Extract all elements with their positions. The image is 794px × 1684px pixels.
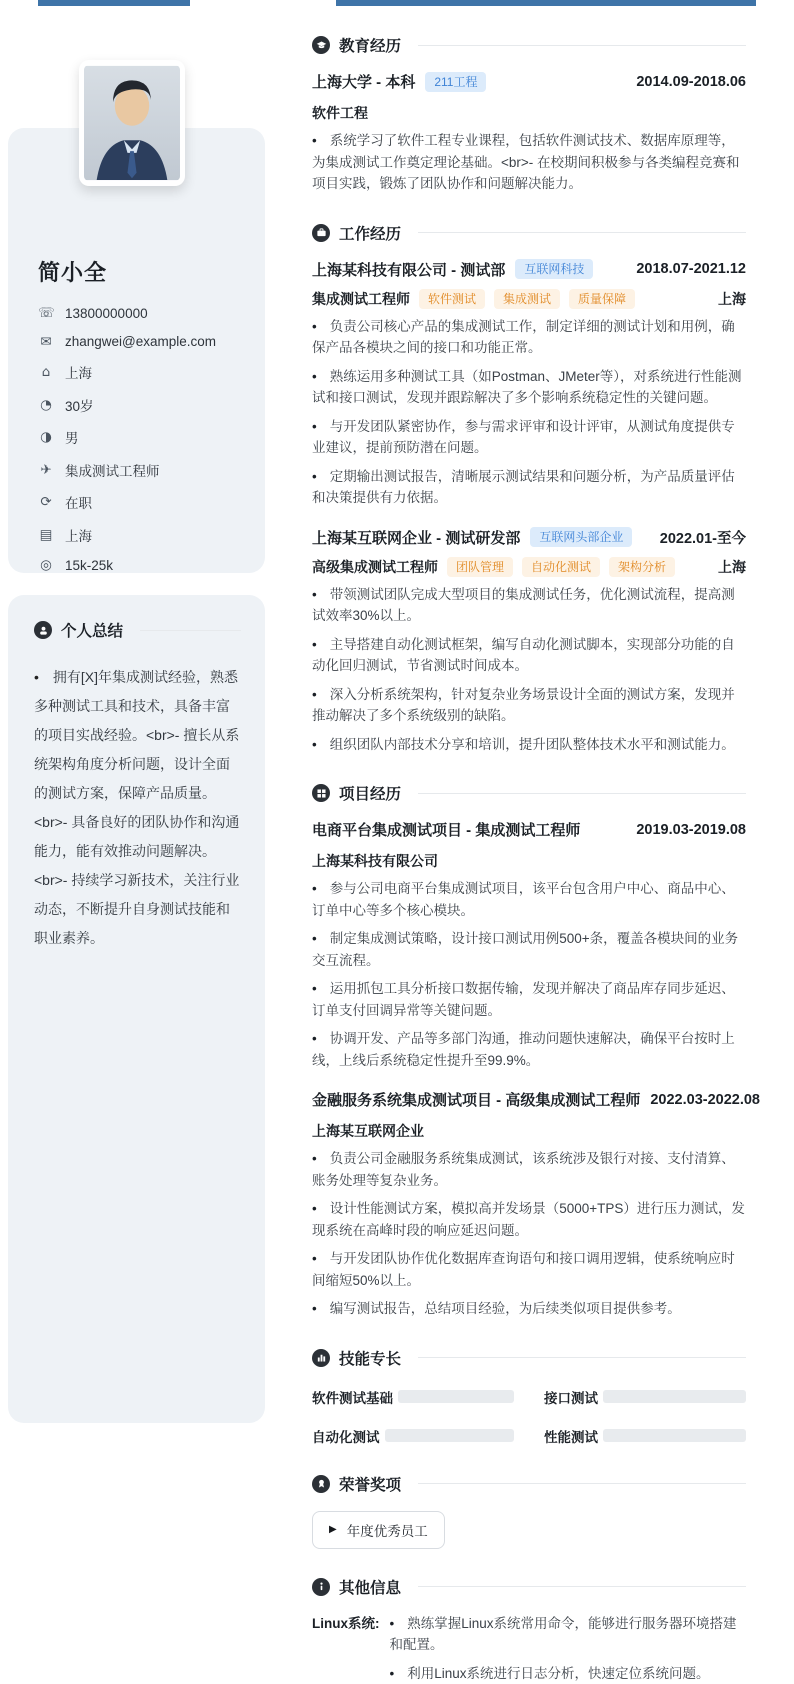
status-icon: ⟳ (38, 494, 54, 510)
work-bullets (312, 584, 746, 756)
mail-icon: ✉ (38, 334, 54, 350)
work-bullet: • 与开发团队紧密协作，参与需求评审和设计评审，从测试角度提供专业建议，提前预防潜在问题。 (312, 416, 746, 459)
skill-label: 自动化测试 (312, 1426, 380, 1446)
section-divider (418, 45, 746, 46)
skill-item (544, 1426, 746, 1446)
role-tag: 质量保障 (569, 289, 635, 309)
contact-row-salary (38, 557, 239, 573)
contact-list (38, 305, 239, 573)
major-name: 软件工程 (312, 103, 746, 123)
project-bullet: • 协调开发、产品等多部门沟通，推动问题快速解决，确保平台按时上线，上线后系统稳定性提升至99.9%。 (312, 1028, 746, 1071)
other-bullet: • 利用Linux系统进行日志分析，快速定位系统问题。 (390, 1663, 747, 1684)
other-info-bullets (390, 1613, 747, 1684)
project-bullet: • 与开发团队协作优化数据库查询语句和接口调用逻辑，使系统响应时间缩短50%以上。 (312, 1248, 746, 1291)
job-intention-value: 集成测试工程师 (65, 460, 160, 480)
section-divider (140, 630, 241, 631)
summary-section-header (34, 619, 241, 641)
summary-text: • 拥有[X]年集成测试经验，熟悉多种测试工具和技术，具备丰富的项目实战经验。<br>- 擅长从系统架构角度分析问题，设计全面的测试方案，保障产品质量。<br>- 具备良好的团队协作和沟通能力，能有效推动问题解决。<br>- 持续学习新技术，关注行业动态，不断提升自身测试技能和职业素养。 (34, 663, 241, 953)
section-divider (418, 1483, 746, 1484)
skill-label: 性能测试 (544, 1426, 598, 1446)
play-triangle-icon: ▶ (329, 1524, 337, 1535)
contact-row-phone (38, 305, 239, 321)
skill-progress-bar (603, 1429, 746, 1442)
skill-grid (312, 1387, 746, 1446)
company-tag: 互联网头部企业 (530, 527, 632, 547)
project-bullets (312, 878, 746, 1071)
company-name: 上海某互联网企业 - 测试研发部 (312, 527, 520, 548)
work-date: 2018.07-2021.12 (636, 261, 746, 277)
company-name: 上海某科技有限公司 - 测试部 (312, 259, 505, 280)
contact-row-work-city (38, 525, 239, 545)
role-tag: 架构分析 (609, 557, 675, 577)
status-value: 在职 (65, 492, 92, 512)
building-icon: ▤ (38, 527, 54, 543)
work-location: 上海 (718, 289, 746, 309)
other-info-row (312, 1613, 746, 1684)
project-bullet: • 制定集成测试策略，设计接口测试用例500+条，覆盖各模块间的业务交互流程。 (312, 928, 746, 971)
education-header (312, 34, 746, 56)
skills-title: 技能专长 (339, 1347, 401, 1369)
work-bullet: • 组织团队内部技术分享和培训，提升团队整体技术水平和测试能力。 (312, 734, 746, 756)
work-bullets (312, 316, 746, 509)
project-bullets (312, 1148, 746, 1320)
gender-value: 男 (65, 427, 79, 447)
role-tag: 自动化测试 (522, 557, 600, 577)
profile-card (8, 128, 265, 573)
paper-plane-icon: ✈ (38, 462, 54, 478)
age-icon: ◔ (38, 397, 54, 413)
work-location: 上海 (718, 557, 746, 577)
bar-chart-icon (312, 1349, 330, 1367)
honors-header (312, 1473, 746, 1495)
projects-header (312, 782, 746, 804)
other-info-label: Linux系统: (312, 1613, 380, 1684)
skills-header (312, 1347, 746, 1369)
profile-photo-image (84, 65, 180, 181)
medal-icon (312, 1475, 330, 1493)
graduation-cap-icon (312, 36, 330, 54)
other-title: 其他信息 (339, 1576, 401, 1598)
home-icon: ⌂ (38, 364, 54, 380)
project-entry-1 (312, 819, 746, 1071)
skill-item (544, 1387, 746, 1407)
contact-row-job-intention (38, 460, 239, 480)
project-date: 2022.03-2022.08 (650, 1092, 760, 1108)
education-date: 2014.09-2018.06 (636, 74, 746, 90)
role-tag: 团队管理 (447, 557, 513, 577)
honor-badge[interactable] (312, 1511, 445, 1549)
summary-title: 个人总结 (61, 619, 123, 641)
work-entry-1 (312, 259, 746, 509)
role-tags (447, 557, 675, 577)
contact-row-status (38, 492, 239, 512)
skill-progress-bar (398, 1390, 514, 1403)
projects-title: 项目经历 (339, 782, 401, 804)
role-name: 集成测试工程师 (312, 289, 410, 309)
project-date: 2019.03-2019.08 (636, 822, 746, 838)
education-bullet: • 系统学习了软件工程专业课程，包括软件测试技术、数据库原理等，为集成测试工作奠定理论基础。<br>- 在校期间积极参与各类编程竞赛和项目实践，锻炼了团队协作和问题解决能力。 (312, 130, 746, 195)
company-tag: 互联网科技 (515, 259, 593, 279)
work-header (312, 222, 746, 244)
project-name: 电商平台集成测试项目 - 集成测试工程师 (312, 819, 580, 840)
work-role-row (312, 557, 746, 577)
contact-row-age (38, 395, 239, 415)
work-entry-2 (312, 527, 746, 756)
gender-icon: ◑ (38, 429, 54, 445)
contact-row-city (38, 362, 239, 382)
school-name: 上海大学 - 本科 (312, 71, 415, 92)
work-date: 2022.01-至今 (660, 527, 746, 548)
project-entry-header (312, 819, 746, 840)
work-bullet: • 负责公司核心产品的集成测试工作，制定详细的测试计划和用例，确保产品各模块之间的接口和功能正常。 (312, 316, 746, 359)
summary-card (8, 595, 265, 1423)
skill-progress-bar (385, 1429, 515, 1442)
skill-item (312, 1426, 514, 1446)
education-entry-header (312, 71, 746, 92)
role-tag: 软件测试 (419, 289, 485, 309)
info-icon (312, 1578, 330, 1596)
work-bullet: • 深入分析系统架构，针对复杂业务场景设计全面的测试方案，发现并推动解决了多个系统级别的缺陷。 (312, 684, 746, 727)
project-org: 上海某科技有限公司 (312, 851, 746, 871)
project-bullet: • 编写测试报告，总结项目经验，为后续类似项目提供参考。 (312, 1298, 746, 1320)
age-value: 30岁 (65, 395, 94, 415)
other-bullet: • 熟练掌握Linux系统常用命令，能够进行服务器环境搭建和配置。 (390, 1613, 747, 1656)
work-entry-header (312, 527, 746, 548)
honor-badge-label: 年度优秀员工 (347, 1520, 428, 1540)
contact-row-email (38, 334, 239, 350)
skill-item (312, 1387, 514, 1407)
work-role-row (312, 289, 746, 309)
section-divider (418, 1586, 746, 1587)
other-header (312, 1576, 746, 1598)
section-skills (312, 1347, 746, 1446)
education-title: 教育经历 (339, 34, 401, 56)
school-tag: 211工程 (425, 72, 486, 92)
role-tag: 集成测试 (494, 289, 560, 309)
phone-value: 13800000000 (65, 306, 148, 321)
person-icon (34, 621, 52, 639)
work-entry-header (312, 259, 746, 280)
section-divider (418, 1357, 746, 1358)
work-title: 工作经历 (339, 222, 401, 244)
section-honors (312, 1473, 746, 1549)
honors-title: 荣誉奖项 (339, 1473, 401, 1495)
section-divider (418, 793, 746, 794)
work-bullet: • 熟练运用多种测试工具（如Postman、JMeter等），对系统进行性能测试和接口测试，发现并跟踪解决了多个影响系统稳定性的关键问题。 (312, 366, 746, 409)
project-name: 金融服务系统集成测试项目 - 高级集成测试工程师 (312, 1089, 640, 1110)
skill-progress-bar (603, 1390, 746, 1403)
contact-row-gender (38, 427, 239, 447)
section-work (312, 222, 746, 756)
skill-label: 软件测试基础 (312, 1387, 393, 1407)
section-projects (312, 782, 746, 1320)
salary-icon: ◎ (38, 557, 54, 573)
phone-icon: ☏ (38, 305, 54, 321)
salary-value: 15k-25k (65, 558, 113, 573)
city-value: 上海 (65, 362, 92, 382)
project-bullet: • 参与公司电商平台集成测试项目，该平台包含用户中心、商品中心、订单中心等多个核心模块。 (312, 878, 746, 921)
top-accent-bar-left (38, 0, 190, 6)
project-entry-2 (312, 1089, 746, 1320)
profile-photo (79, 60, 185, 186)
briefcase-icon (312, 224, 330, 242)
work-bullet: • 带领测试团队完成大型项目的集成测试任务，优化测试流程，提高测试效率30%以上。 (312, 584, 746, 627)
project-bullet: • 负责公司金融服务系统集成测试，该系统涉及银行对接、支付清算、账务处理等复杂业务。 (312, 1148, 746, 1191)
grid-icon (312, 784, 330, 802)
section-other (312, 1576, 746, 1684)
work-city-value: 上海 (65, 525, 92, 545)
work-bullet: • 定期输出测试报告，清晰展示测试结果和问题分析，为产品质量评估和决策提供有力依据。 (312, 466, 746, 509)
role-name: 高级集成测试工程师 (312, 557, 438, 577)
project-bullet: • 设计性能测试方案，模拟高并发场景（5000+TPS）进行压力测试，发现系统在高峰时段的响应延迟问题。 (312, 1198, 746, 1241)
project-org: 上海某互联网企业 (312, 1121, 746, 1141)
section-divider (418, 232, 746, 233)
education-bullets (312, 130, 746, 195)
skill-label: 接口测试 (544, 1387, 598, 1407)
email-value: zhangwei@example.com (65, 334, 216, 349)
resume-main (312, 0, 746, 1684)
person-name: 简小全 (38, 256, 239, 287)
work-bullet: • 主导搭建自动化测试框架，编写自动化测试脚本，实现部分功能的自动化回归测试，节省测试时间成本。 (312, 634, 746, 677)
project-entry-header (312, 1089, 746, 1110)
role-tags (419, 289, 635, 309)
project-bullet: • 运用抓包工具分析接口数据传输，发现并解决了商品库存同步延迟、订单支付回调异常等关键问题。 (312, 978, 746, 1021)
section-education (312, 34, 746, 195)
